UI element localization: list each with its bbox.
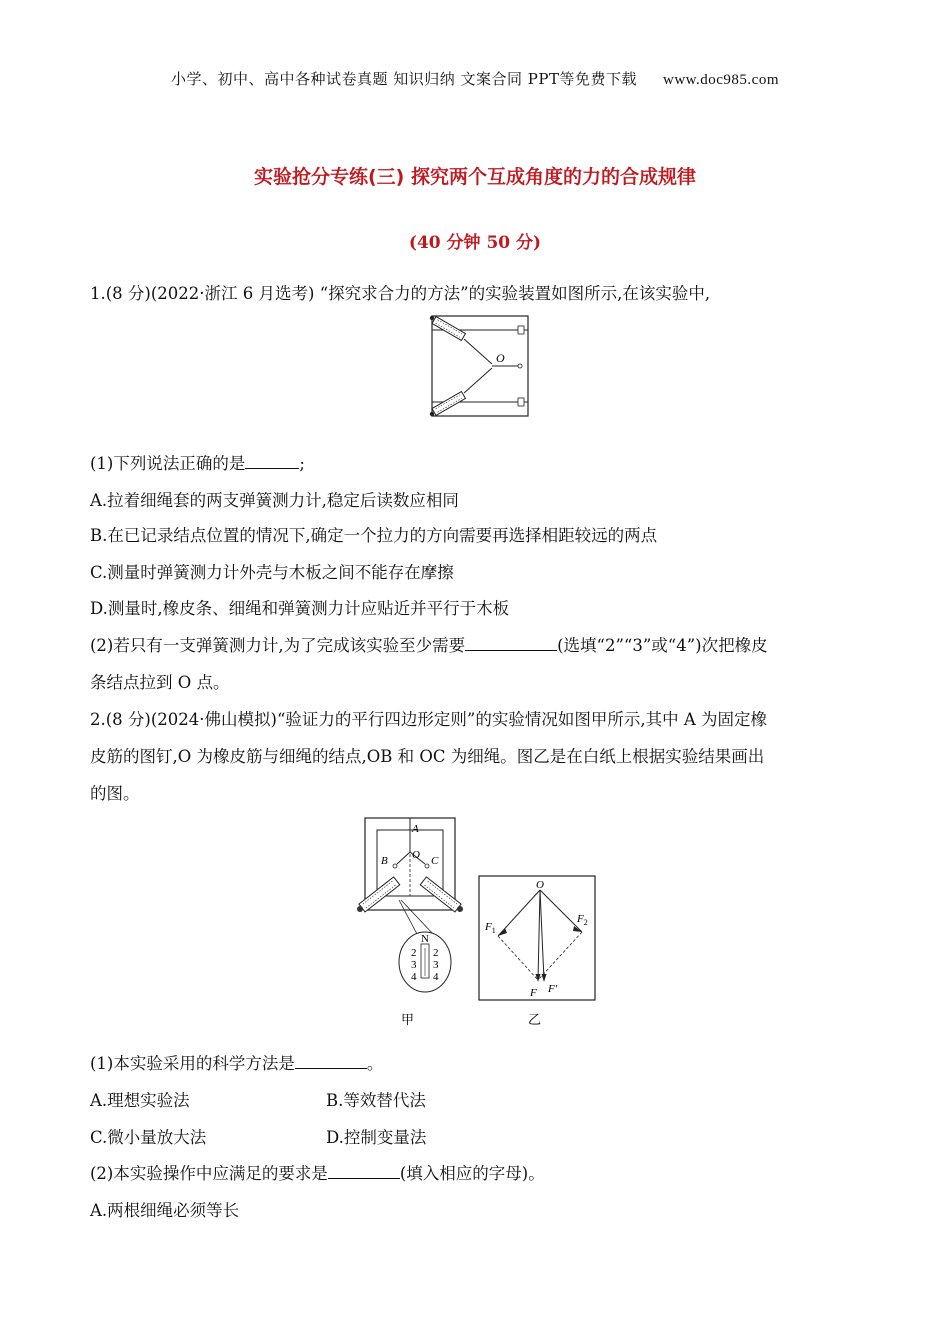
q2-part1-end: 。 (366, 1054, 384, 1073)
q1-part2-text: (2)若只有一支弹簧测力计,为了完成该实验至少需要 (90, 636, 466, 655)
q2-stem-line1: 2.(8 分)(2024·佛山模拟)“验证力的平行四边形定则”的实验情况如图甲所示,其中 A 为固定橡 (90, 710, 767, 729)
q2-fig-label-f: F (530, 987, 537, 999)
q1-part2-cont: 条结点拉到 O 点。 (90, 673, 230, 692)
q2-figure-yi (476, 872, 600, 1028)
q1-option-a[interactable]: A.拉着细绳套的两支弹簧测力计,稳定后读数应相同 (90, 491, 459, 510)
q1-option-b[interactable]: B.在已记录结点位置的情况下,确定一个拉力的方向需要再选择相距较远的两点 (90, 526, 658, 545)
q2-part1-text: (1)本实验采用的科学方法是 (90, 1054, 295, 1073)
q2-stem-line2: 皮筋的图钉,O 为橡皮筋与细绳的结点,OB 和 OC 为细绳。图乙是在白纸上根据实验结果画出 (90, 747, 765, 766)
q1-part1-text: (1)下列说法正确的是 (90, 454, 246, 473)
page-title: 实验抢分专练(三) 探究两个互成角度的力的合成规律 (254, 166, 696, 188)
q2-fig-caption-yi: 乙 (528, 1013, 542, 1028)
q2-part2-blank[interactable] (328, 1164, 400, 1179)
q1-stem: 1.(8 分)(2022·浙江 6 月选考) “探究求合力的方法”的实验装置如图所示,在该实验中, (90, 284, 711, 303)
q1-part2 (90, 632, 768, 656)
q2-part2-text: (2)本实验操作中应满足的要求是 (90, 1164, 328, 1183)
q1-option-c[interactable]: C.测量时弹簧测力计外壳与木板之间不能存在摩擦 (90, 563, 454, 582)
q2-fig-caption-jia: 甲 (401, 1013, 415, 1028)
header-text: 小学、初中、高中各种试卷真题 知识归纳 文案合同 PPT等免费下载 (170, 70, 637, 88)
q2-part1-blank[interactable] (295, 1054, 367, 1069)
q2-option-d[interactable]: D.控制变量法 (326, 1128, 427, 1147)
q2-fig-scale-left-3: 3 (411, 959, 417, 971)
q2-fig-label-fprime: F′ (548, 983, 558, 995)
q2-fig-yi-label-o: O (536, 879, 544, 891)
q2-fig-label-f2: $F_2$ (577, 913, 588, 927)
q2-part2 (90, 1160, 545, 1184)
q2-part2-text-b: (填入相应的字母)。 (399, 1164, 545, 1183)
q1-part2-text-b: (选填“2”“3”或“4”)次把橡皮 (557, 636, 768, 655)
q2-part2-option-a[interactable]: A.两根细绳必须等长 (90, 1201, 240, 1220)
q2-fig-label-a: A (412, 823, 419, 835)
q2-fig-scale-right-3: 3 (433, 959, 439, 971)
q1-part1-end: ; (299, 454, 305, 473)
q2-fig-label-c: C (431, 855, 439, 867)
q1-part1 (90, 450, 305, 474)
q2-option-b[interactable]: B.等效替代法 (326, 1091, 426, 1110)
q2-figure-jia (355, 816, 465, 1028)
q1-part2-blank[interactable] (465, 636, 557, 651)
q2-fig-label-f1: $F_1$ (485, 921, 496, 935)
q2-fig-label-n: N (421, 933, 429, 945)
q2-fig-scale-right-2: 2 (433, 947, 439, 959)
q1-part1-blank[interactable] (245, 454, 299, 469)
q2-stem-line3: 的图。 (90, 784, 140, 803)
q1-option-d[interactable]: D.测量时,橡皮条、细绳和弹簧测力计应贴近并平行于木板 (90, 599, 510, 618)
q2-fig-label-b: B (381, 855, 388, 867)
q2-fig-scale-right-4: 4 (433, 971, 439, 983)
q2-part1 (90, 1050, 383, 1074)
q1-figure (426, 312, 532, 420)
q2-option-a[interactable]: A.理想实验法 (90, 1091, 190, 1110)
q1-figure-label-o: O (496, 351, 505, 365)
page-header (0, 68, 950, 89)
page-subtitle: (40 分钟 50 分) (408, 233, 542, 253)
q2-fig-label-o: O (412, 849, 420, 861)
q2-option-c[interactable]: C.微小量放大法 (90, 1128, 207, 1147)
q2-fig-scale-left-2: 2 (411, 947, 417, 959)
q2-fig-scale-left-4: 4 (411, 971, 417, 983)
header-url[interactable]: www.doc985.com (662, 72, 779, 88)
